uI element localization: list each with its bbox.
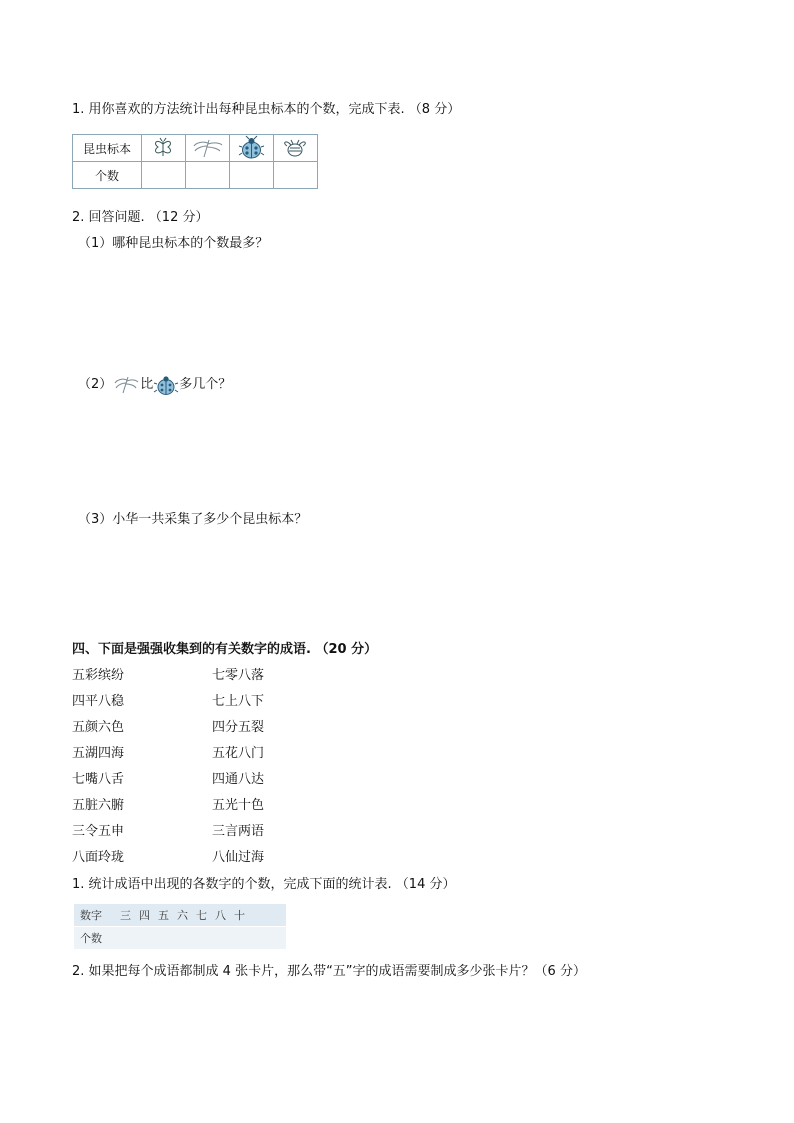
digit-header: 十 bbox=[234, 909, 245, 922]
idiom-right-3: 四分五裂 bbox=[212, 720, 265, 735]
insect-table-label-specimens: 昆虫标本 bbox=[73, 135, 142, 162]
digit-header: 七 bbox=[196, 909, 207, 922]
count-cell-butterfly[interactable] bbox=[142, 162, 186, 189]
digit-header: 三 bbox=[120, 909, 131, 922]
idiom-left-8: 八面玲珑 bbox=[72, 850, 125, 865]
idiom-left-2: 四平八稳 bbox=[72, 694, 125, 709]
digit-header: 八 bbox=[215, 909, 226, 922]
number-table-count-row bbox=[74, 927, 286, 949]
section4-q2-text: 2. 如果把每个成语都制成 4 张卡片，那么带“五”字的成语需要制成多少张卡片？（6 分） bbox=[72, 964, 586, 979]
section4-title: 四、下面是强强收集到的有关数字的成语. （20 分） bbox=[72, 642, 378, 657]
insect-table bbox=[72, 134, 318, 189]
idiom-right-1: 七零八落 bbox=[212, 668, 265, 683]
dragonfly-icon bbox=[186, 135, 230, 162]
count-cell-dragonfly[interactable] bbox=[186, 162, 230, 189]
count-cell-ladybug[interactable] bbox=[230, 162, 274, 189]
idiom-left-4: 五湖四海 bbox=[72, 746, 125, 761]
ladybug-icon bbox=[230, 135, 274, 162]
q2-sub2 bbox=[78, 374, 231, 396]
idiom-right-6: 五光十色 bbox=[212, 798, 265, 813]
insect-table-label-count: 个数 bbox=[73, 162, 142, 189]
count-cell-bee[interactable] bbox=[274, 162, 318, 189]
section4-q1-text: 1. 统计成语中出现的各数字的个数，完成下面的统计表. （14 分） bbox=[72, 877, 456, 892]
number-table-header-label: 数字 bbox=[80, 909, 102, 922]
idiom-left-6: 五脏六腑 bbox=[72, 798, 125, 813]
bee-icon bbox=[274, 135, 318, 162]
q1-text: 1. 用你喜欢的方法统计出每种昆虫标本的个数，完成下表. （8 分） bbox=[72, 102, 461, 117]
number-count-table bbox=[74, 904, 286, 952]
q2-sub2-suffix: 多几个？ bbox=[179, 377, 232, 392]
ladybug-icon bbox=[153, 374, 179, 396]
idiom-right-8: 八仙过海 bbox=[212, 850, 265, 865]
idiom-right-7: 三言两语 bbox=[212, 824, 265, 839]
digit-header: 四 bbox=[139, 909, 150, 922]
idiom-left-5: 七嘴八舌 bbox=[72, 772, 125, 787]
idiom-right-4: 五花八门 bbox=[212, 746, 265, 761]
digit-header: 六 bbox=[177, 909, 188, 922]
q2-sub1: （1）哪种昆虫标本的个数最多？ bbox=[78, 236, 269, 251]
insect-table-row-count bbox=[73, 162, 318, 189]
idiom-right-2: 七上八下 bbox=[212, 694, 265, 709]
insect-table-row-specimens bbox=[73, 135, 318, 162]
number-table-count-label: 个数 bbox=[80, 932, 102, 945]
q2-sub3: （3）小华一共采集了多少个昆虫标本？ bbox=[78, 512, 308, 527]
q2-sub2-prefix: （2） bbox=[78, 377, 113, 392]
q2-text: 2. 回答问题. （12 分） bbox=[72, 210, 209, 225]
q2-sub2-mid: 比 bbox=[140, 377, 154, 392]
butterfly-icon bbox=[142, 135, 186, 162]
idiom-right-5: 四通八达 bbox=[212, 772, 265, 787]
idiom-left-1: 五彩缤纷 bbox=[72, 668, 125, 683]
idiom-left-3: 五颜六色 bbox=[72, 720, 125, 735]
digit-header: 五 bbox=[158, 909, 169, 922]
idiom-left-7: 三令五申 bbox=[72, 824, 125, 839]
dragonfly-icon bbox=[112, 375, 140, 395]
number-table-header-row bbox=[74, 904, 286, 926]
